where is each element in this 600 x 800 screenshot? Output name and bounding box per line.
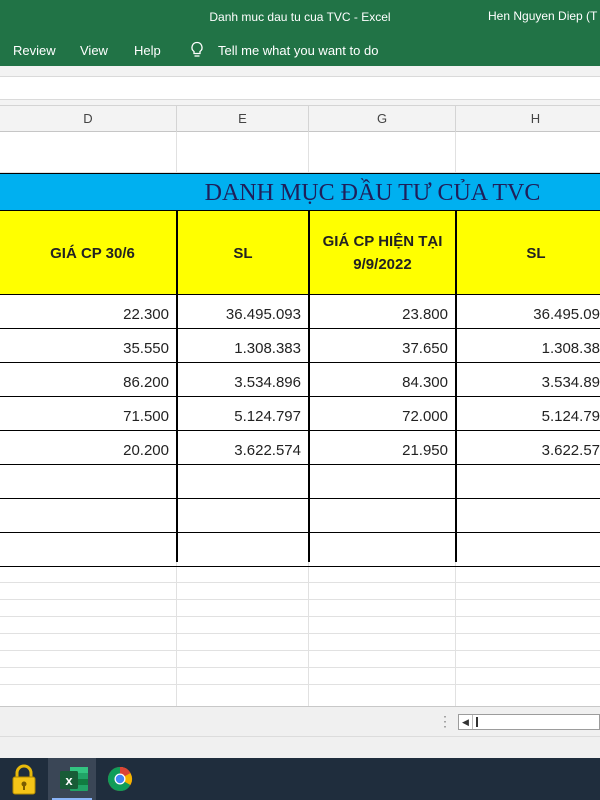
table-border	[176, 211, 178, 562]
horizontal-scrollbar[interactable]	[458, 714, 600, 730]
cell-gia-cp-30-6[interactable]: 86.200	[123, 374, 169, 391]
splitter-handle-icon[interactable]: ⋮	[438, 713, 452, 729]
user-name[interactable]: Hen Nguyen Diep (T	[488, 9, 598, 23]
cell-sl[interactable]: 36.495.093	[225, 306, 301, 323]
table-row-empty[interactable]	[0, 465, 600, 499]
header-gia-cp-hien-tai-line2: 9/9/2022	[353, 256, 412, 273]
scroll-thumb[interactable]	[476, 717, 478, 727]
cell-sl[interactable]: 1.308.383	[234, 340, 301, 357]
tab-help[interactable]: Help	[134, 43, 161, 58]
tab-review[interactable]: Review	[13, 43, 56, 58]
tell-me-search[interactable]: Tell me what you want to do	[218, 43, 379, 58]
taskbar-item-excel[interactable]	[48, 758, 96, 800]
taskbar-item-chrome[interactable]	[96, 758, 144, 800]
taskbar-item-security[interactable]	[0, 758, 48, 800]
cell-gia-cp-30-6[interactable]: 35.550	[123, 340, 169, 357]
cell-gia-cp-30-6[interactable]: 20.200	[123, 442, 169, 459]
column-header-d[interactable]: D	[0, 106, 177, 132]
header-sl-2[interactable]: SL	[526, 244, 546, 262]
cell-gia-cp-hien-tai[interactable]: 37.650	[402, 340, 448, 357]
svg-text:x: x	[65, 773, 73, 788]
column-headers	[0, 106, 600, 132]
header-gia-cp-hien-tai[interactable]	[309, 211, 456, 295]
table-border	[455, 211, 457, 562]
cell-sl-2[interactable]: 1.308.38	[541, 340, 600, 357]
sheet-tab-bar	[0, 706, 600, 736]
table-row	[0, 431, 600, 465]
banner-title-row[interactable]	[0, 173, 600, 211]
banner-title: DANH MỤC ĐẦU TƯ CỦA TVC	[204, 180, 541, 206]
cell-sl-2[interactable]: 5.124.79	[541, 408, 600, 425]
worksheet-grid[interactable]	[0, 132, 600, 706]
cell-gia-cp-hien-tai[interactable]: 84.300	[402, 374, 448, 391]
header-sl[interactable]: SL	[233, 244, 253, 262]
cell-sl-2[interactable]: 3.622.57	[541, 442, 600, 459]
table-border	[308, 211, 310, 562]
table-row	[0, 329, 600, 363]
cell-sl[interactable]: 3.534.896	[234, 374, 301, 391]
table-row-empty[interactable]	[0, 499, 600, 533]
taskbar	[0, 758, 600, 800]
cell-gia-cp-hien-tai[interactable]: 21.950	[402, 442, 448, 459]
header-gia-cp-30-6[interactable]: GIÁ CP 30/6	[50, 244, 135, 262]
cell-sl-2[interactable]: 3.534.89	[541, 374, 600, 391]
table-row	[0, 295, 600, 329]
header-row	[0, 211, 600, 295]
cell-gia-cp-30-6[interactable]: 71.500	[123, 408, 169, 425]
status-bar	[0, 736, 600, 758]
cell-gia-cp-hien-tai[interactable]: 72.000	[402, 408, 448, 425]
column-header-e[interactable]: E	[177, 106, 309, 132]
cell-sl[interactable]: 5.124.797	[234, 408, 301, 425]
excel-icon	[48, 758, 96, 800]
cell-sl[interactable]: 3.622.574	[234, 442, 301, 459]
cell-gia-cp-hien-tai[interactable]: 23.800	[402, 306, 448, 323]
security-lock-icon	[0, 758, 48, 800]
table-row-empty[interactable]	[0, 533, 600, 567]
column-header-h[interactable]: H	[456, 106, 600, 132]
formula-bar	[0, 66, 600, 106]
cell-gia-cp-30-6[interactable]: 22.300	[123, 306, 169, 323]
column-header-g[interactable]: G	[309, 106, 456, 132]
scroll-left-icon[interactable]: ◀	[459, 715, 473, 729]
cell-sl-2[interactable]: 36.495.09	[533, 306, 600, 323]
table-row	[0, 363, 600, 397]
formula-input[interactable]	[0, 76, 600, 100]
header-gia-cp-hien-tai-line1: GIÁ CP HIỆN TẠI	[322, 233, 443, 250]
ribbon-tabs	[0, 36, 600, 66]
table-row	[0, 397, 600, 431]
title-bar	[0, 0, 600, 36]
chrome-icon	[96, 758, 144, 800]
window-title: Danh muc dau tu cua TVC - Excel	[209, 10, 391, 24]
tab-view[interactable]: View	[80, 43, 108, 58]
lightbulb-icon	[190, 41, 204, 59]
